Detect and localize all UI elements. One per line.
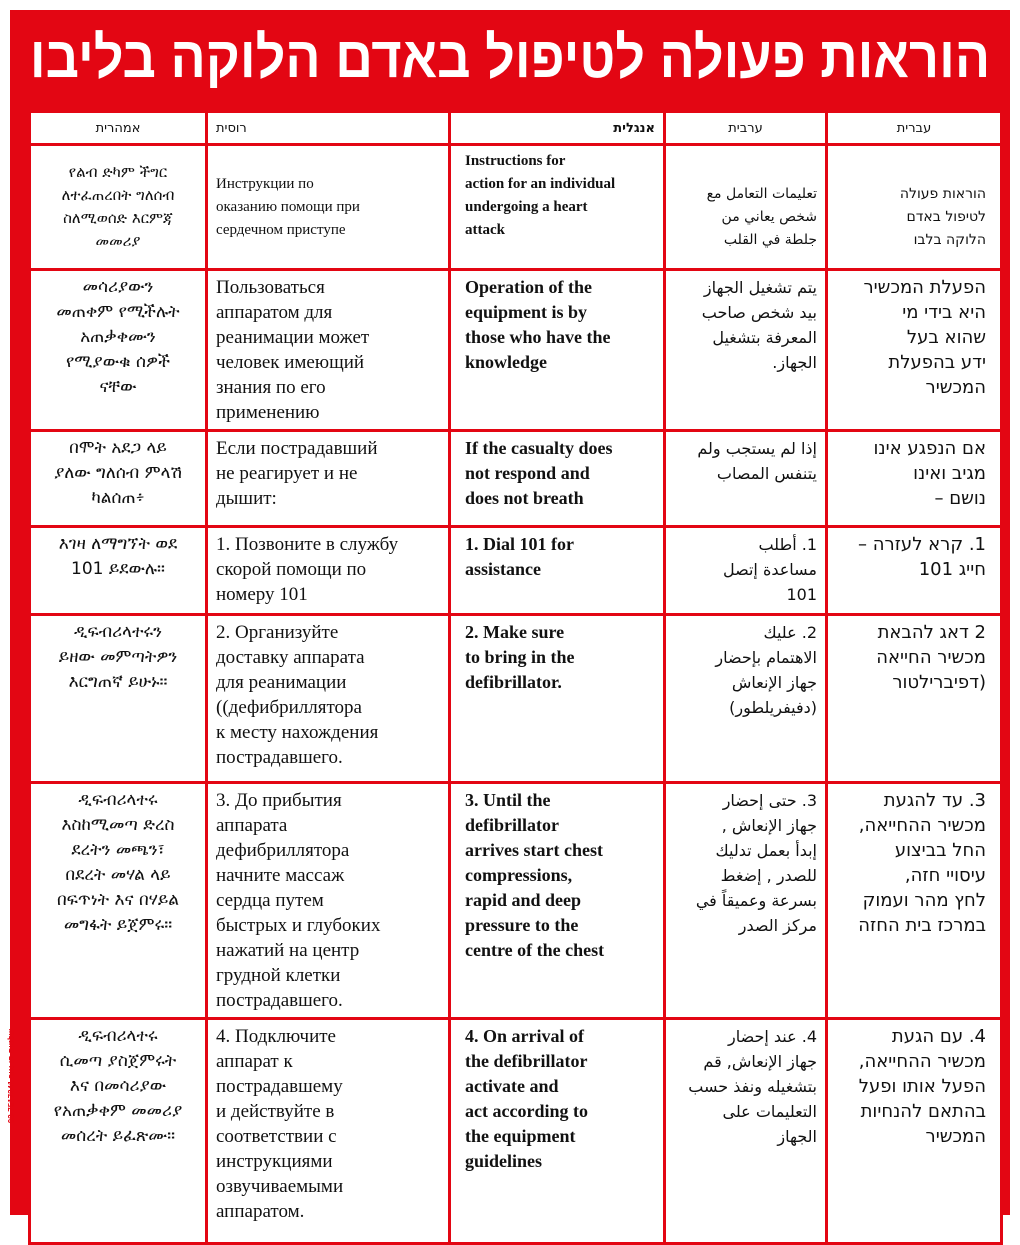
- header-arabic: ערבית: [665, 112, 827, 145]
- cell-hebrew: הפעלת המכשיר היא בידי מי שהוא בעל ידע בהפעלת המכשיר: [827, 270, 1002, 431]
- cell-russian: Пользоваться аппаратом для реанимации может человек имеющий знания по его применению: [207, 270, 450, 431]
- cell-hebrew: 1. קרא לעזרה – חייג 101: [827, 527, 1002, 615]
- cell-russian: Если пострадавший не реагирует и не дышит:: [207, 431, 450, 527]
- cell-arabic: تعليمات التعامل مع شخص يعاني من جلطة في القلب: [665, 145, 827, 270]
- cell-amharic: እገዛ ለማግኘት ወደ 101 ይደውሉ።: [30, 527, 207, 615]
- table-row: [30, 783, 1002, 1019]
- cell-russian: 1. Позвоните в службу скорой помощи по номеру 101: [207, 527, 450, 615]
- cell-amharic: ዲፍብሪላተሩ እስከሚመጣ ድረስ ደረትን መጫን፣ በደረት መሃል ላይ በፍጥነት እና በሃይል መግፋት ይጀምሩ።: [30, 783, 207, 1019]
- cell-russian: 2. Организуйте доставку аппарата для реанимации ((дефибриллятора к месту нахождения пострадавшего.: [207, 615, 450, 783]
- cell-hebrew: 2 דאג להבאת מכשיר החייאה (דפיברילטור: [827, 615, 1002, 783]
- cell-hebrew: 3. עד להגעת מכשיר ההחייאה, החל בביצוע עיסויי חזה, לחץ מהר ועמוק במרכז בית החזה: [827, 783, 1002, 1019]
- cell-amharic: ዲፍብሪላተሩን ይዘው መምጣትዎን እርግጠኛ ይሁኑ።: [30, 615, 207, 783]
- sign-title: הוראות פעולה לטיפול באדם הלוקה בליבו: [29, 25, 991, 90]
- cell-english: 1. Dial 101 for assistance: [450, 527, 665, 615]
- instructions-table: [28, 110, 1003, 1245]
- cell-arabic: إذا لم يستجب ولم يتنفس المصاب: [665, 431, 827, 527]
- cell-hebrew: אם הנפגע אינו מגיב ואינו נושם –: [827, 431, 1002, 527]
- cell-hebrew: 4. עם הגעת מכשיר ההחייאה, הפעל אותו ופעל בהתאם להנחיות המכשיר: [827, 1019, 1002, 1244]
- cell-arabic: 4. عند إحضار جهاز الإنعاش, قم بتشغيله ونفذ حسب التعليمات على الجهاز: [665, 1019, 827, 1244]
- header-russian: רוסית: [207, 112, 450, 145]
- cell-arabic: 1. أطلب مساعدة إتصل 101: [665, 527, 827, 615]
- header-english: אנגלית: [450, 112, 665, 145]
- cell-hebrew: הוראות פעולה לטיפול באדם הלוקה בלבו: [827, 145, 1002, 270]
- cell-amharic: በሞት አደጋ ላይ ያለው ግለሰብ ምላሽ ካልሰጠ፥: [30, 431, 207, 527]
- cell-russian: 4. Подключите аппарат к пострадавшему и действуйте в соответствии с инструкциями озвучиваемыми аппаратом.: [207, 1019, 450, 1244]
- cell-amharic: የልብ ድካም ችግር ለተፈጠረበት ግለሰብ ስለሚወሰድ እርምጃ መመሪያ: [30, 145, 207, 270]
- table-row: [30, 527, 1002, 615]
- table-row: [30, 431, 1002, 527]
- title-band: [10, 10, 1010, 106]
- cell-english: 2. Make sure to bring in the defibrillator.: [450, 615, 665, 783]
- cell-arabic: يتم تشغيل الجهاز بيد شخص صاحب المعرفة بتشغيل الجهاز.: [665, 270, 827, 431]
- header-hebrew: עברית: [827, 112, 1002, 145]
- table-row: [30, 145, 1002, 270]
- cell-english: 3. Until the defibrillator arrives start chest compressions, rapid and deep pressure to the centre of the chest: [450, 783, 665, 1019]
- cell-english: Operation of the equipment is by those who have the knowledge: [450, 270, 665, 431]
- table-row: [30, 615, 1002, 783]
- cell-english: If the casualty does not respond and does not breath: [450, 431, 665, 527]
- cell-amharic: መሳሪያውን መጠቀም የሚችሉት አጠቃቀሙን የሚያውቁ ሰዎች ናቸው: [30, 270, 207, 431]
- cell-amharic: ዲፍብሪላተሩ ሲመጣ ያስጀምሩት እና በመሳሪያው የአጠቃቀም መመሪያ መሰረት ይፈጽሙ።: [30, 1019, 207, 1244]
- cell-arabic: 2. عليك الاهتمام بإحضار جهاز الإنعاش (دفيفريلطور): [665, 615, 827, 783]
- cell-russian: Инструкции по оказанию помощи при сердечном приступе: [207, 145, 450, 270]
- printer-credit: שלטים קו-אור 03-7517241: [7, 1028, 16, 1124]
- header-row: [30, 112, 1002, 145]
- table-row: [30, 270, 1002, 431]
- cell-arabic: 3. حتى إحضار جهاز الإنعاش , إبدأ بعمل تدليك للصدر , إضغط بسرعة وعميقاً في مركز الصدر: [665, 783, 827, 1019]
- cell-russian: 3. До прибытия аппарата дефибриллятора начните массаж сердца путем быстрых и глубоких нажатий на центр грудной клетки пострадавшего.: [207, 783, 450, 1019]
- table-row: [30, 1019, 1002, 1244]
- cell-english: Instructions for action for an individual undergoing a heart attack: [450, 145, 665, 270]
- header-amharic: אמהרית: [30, 112, 207, 145]
- cell-english: 4. On arrival of the defibrillator activate and act according to the equipment guidelines: [450, 1019, 665, 1244]
